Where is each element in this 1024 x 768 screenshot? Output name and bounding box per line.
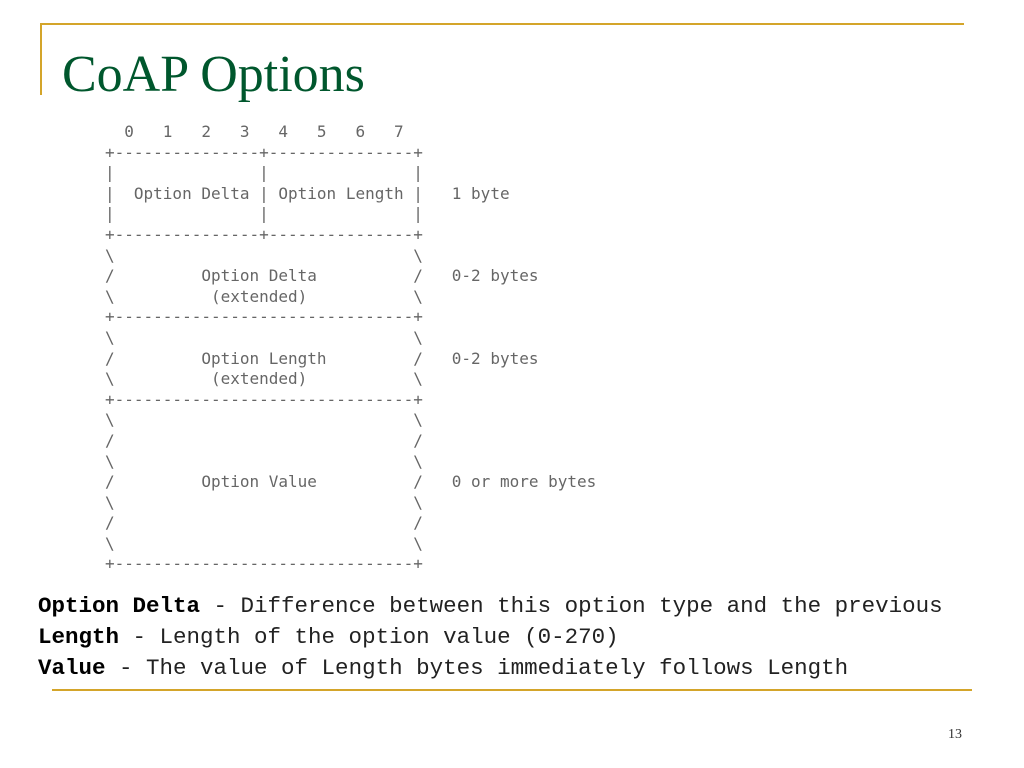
diagram-line: | | |	[105, 204, 423, 224]
top-accent-line	[40, 23, 964, 25]
diagram-line: \ \	[105, 451, 423, 471]
definition-separator: -	[119, 624, 160, 650]
definition-separator: -	[200, 593, 241, 619]
field-definitions	[38, 591, 1024, 684]
diagram-line: / Option Value / 0 or more bytes	[105, 472, 597, 492]
diagram-line: 0 1 2 3 4 5 6 7	[105, 122, 404, 141]
diagram-line: | Option Delta | Option Length | 1 byte	[105, 183, 510, 203]
definition-option-delta	[38, 591, 1024, 622]
definition-description: Difference between this option type and the previous	[240, 593, 943, 619]
definition-term: Length	[38, 624, 120, 650]
page-number: 13	[948, 727, 962, 742]
definition-description: Length of the option value (0-270)	[159, 624, 619, 650]
definition-length	[38, 622, 1024, 653]
diagram-line: +-------------------------------+	[105, 554, 423, 574]
diagram-line: | | |	[105, 163, 423, 183]
diagram-line: \ (extended) \	[105, 369, 423, 389]
diagram-line: \ \	[105, 533, 423, 553]
definition-value	[38, 653, 1024, 684]
diagram-line: / Option Length / 0-2 bytes	[105, 348, 539, 368]
diagram-line: +-------------------------------+	[105, 389, 423, 409]
diagram-line: \ \	[105, 327, 423, 347]
diagram-line: \ \	[105, 245, 423, 265]
option-format-diagram	[105, 122, 596, 575]
diagram-line: +-------------------------------+	[105, 307, 423, 327]
diagram-line: / Option Delta / 0-2 bytes	[105, 266, 539, 286]
diagram-line: +---------------+---------------+	[105, 224, 423, 244]
left-accent-line	[40, 23, 42, 95]
diagram-line: +---------------+---------------+	[105, 142, 423, 162]
diagram-line: \ (extended) \	[105, 286, 423, 306]
definition-term: Option Delta	[38, 593, 201, 619]
diagram-line: \ \	[105, 410, 423, 430]
diagram-line: / /	[105, 513, 423, 533]
diagram-line: \ \	[105, 492, 423, 512]
definition-term: Value	[38, 655, 106, 681]
definition-separator: -	[105, 655, 147, 681]
definition-description: The value of Length bytes immediately follows Length	[146, 655, 849, 681]
diagram-line: / /	[105, 430, 423, 450]
slide-title: CoAP Options	[62, 46, 365, 103]
bottom-accent-line	[52, 689, 972, 691]
